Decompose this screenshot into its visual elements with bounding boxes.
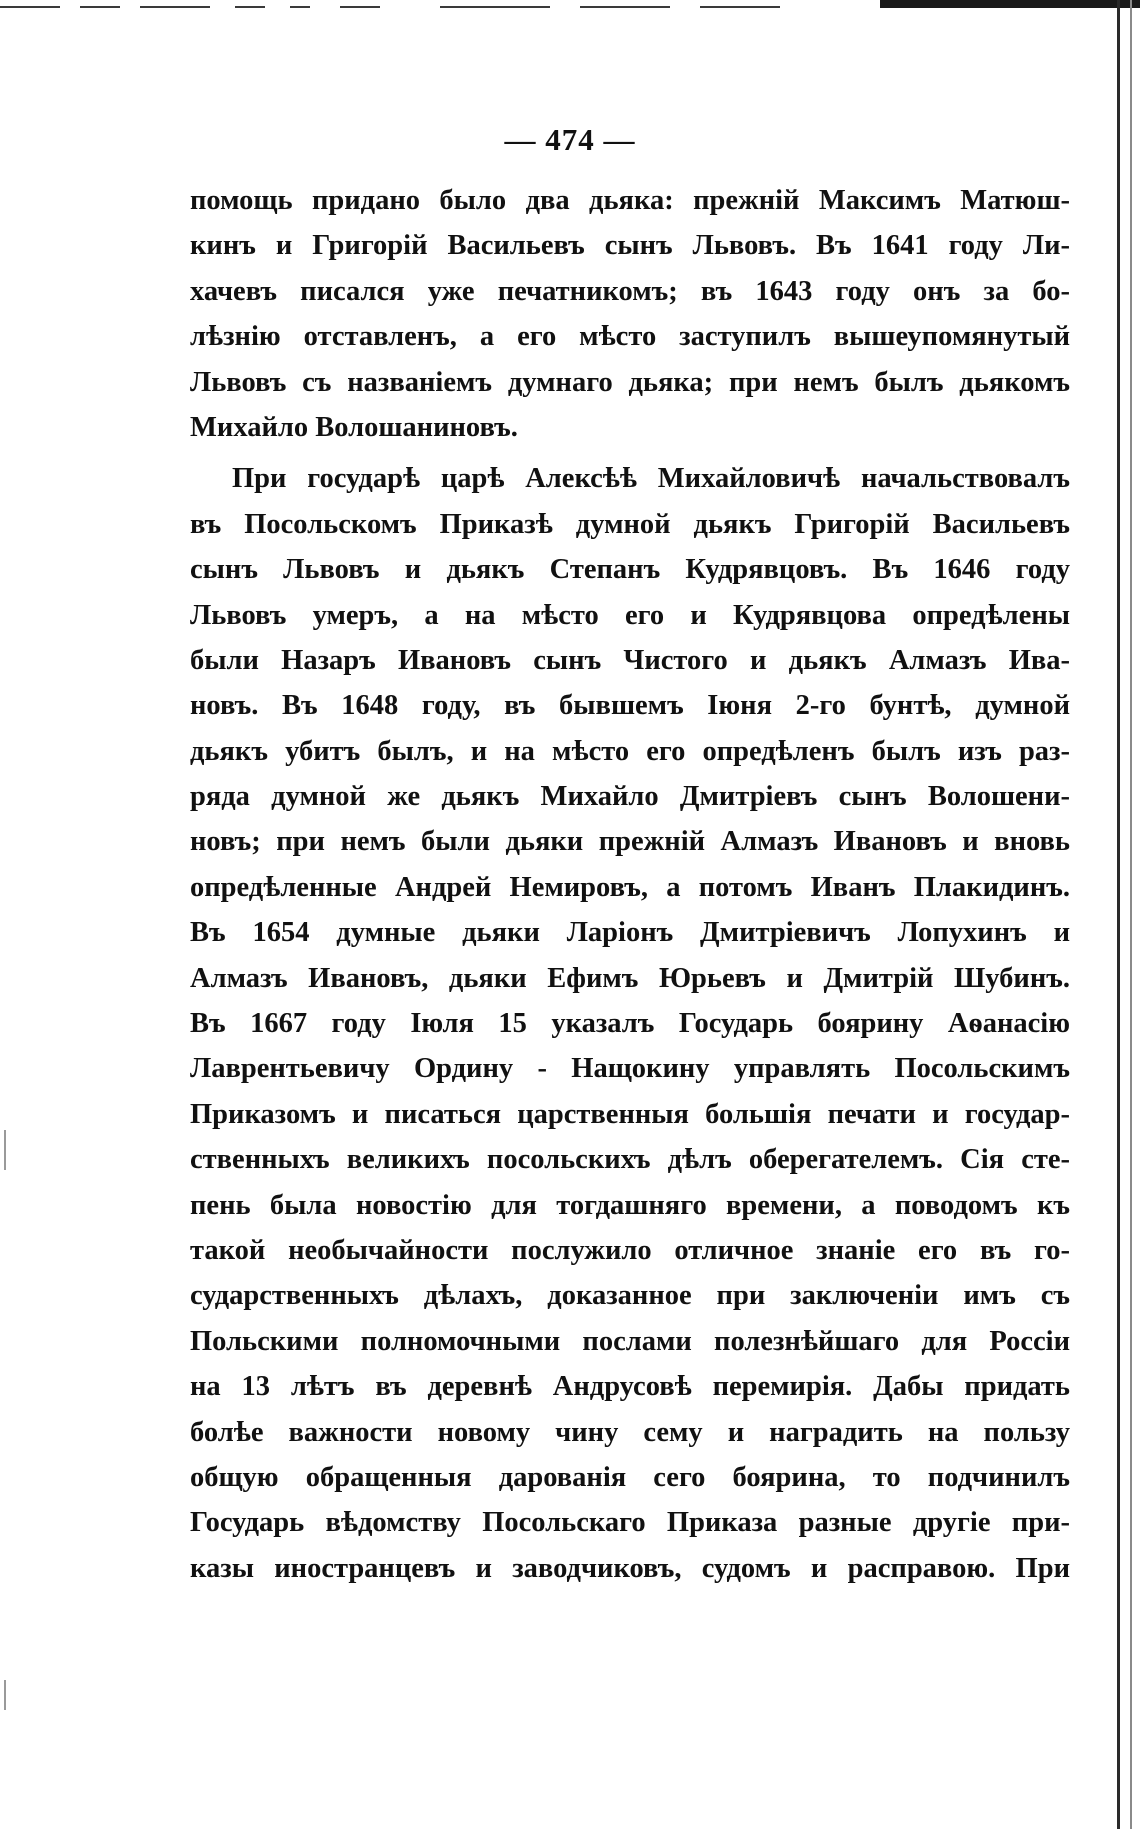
- text-line: пень была новостію для тогдашняго времени, а поводомъ къ: [190, 1189, 1070, 1221]
- page-number: — 474 —: [504, 122, 636, 157]
- text-line: хачевъ писался уже печатникомъ; въ 1643 году онъ за бо-: [190, 275, 1070, 307]
- text-line: болѣе важности новому чину сему и наградить на пользу: [190, 1416, 1070, 1448]
- text-line: опредѣленные Андрей Немировъ, а потомъ Иванъ Плакидинъ.: [190, 871, 1070, 903]
- text-line: такой необычайности послужило отличное знаніе его въ го-: [190, 1234, 1070, 1266]
- text-line: При государѣ царѣ Алексѣѣ Михайловичѣ начальствовалъ: [232, 463, 1070, 495]
- text-line: Въ 1654 думные дьяки Ларіонъ Дмитріевичъ Лопухинъ и: [190, 917, 1070, 949]
- text-line: дьякъ убитъ былъ, и на мѣсто его опредѣленъ былъ изъ раз-: [190, 735, 1070, 767]
- text-line: Государь вѣдомству Посольскаго Приказа разные другіе при-: [190, 1507, 1070, 1539]
- text-line: общую обращенныя дарованія сего боярина, то подчинилъ: [190, 1461, 1070, 1493]
- text-line: казы иностранцевъ и заводчиковъ, судомъ и расправою. При: [190, 1552, 1070, 1584]
- body-text: [190, 178, 1070, 1591]
- scan-right-edge: [1117, 0, 1120, 1829]
- text-line: Львовъ съ названіемъ думнаго дьяка; при немъ былъ дьякомъ: [190, 366, 1070, 398]
- scan-right-edge-outer: [1130, 0, 1132, 1829]
- text-line: Польскими полномочными послами полезнѣйшаго для Россіи: [190, 1325, 1070, 1357]
- text-line: сынъ Львовъ и дьякъ Степанъ Кудрявцовъ. Въ 1646 году: [190, 554, 1070, 586]
- text-line: на 13 лѣтъ въ деревнѣ Андрусовѣ перемирія. Дабы придать: [190, 1371, 1070, 1403]
- text-line: Михайло Волошаниновъ.: [190, 411, 518, 443]
- text-line: ственныхъ великихъ посольскихъ дѣлъ оберегателемъ. Сія сте-: [190, 1144, 1070, 1176]
- text-line: Въ 1667 году Іюля 15 указалъ Государь боярину Аѳанасію: [190, 1008, 1070, 1040]
- scan-left-mark: [4, 1680, 6, 1710]
- text-line: были Назаръ Ивановъ сынъ Чистого и дьякъ Алмазъ Ива-: [190, 644, 1070, 676]
- paragraph-1: [190, 178, 1070, 450]
- text-line: новъ; при немъ были дьяки прежній Алмазъ Ивановъ и вновь: [190, 826, 1070, 858]
- text-line: Приказомъ и писаться царственныя большія печати и государ-: [190, 1098, 1070, 1130]
- text-line: помощь придано было два дьяка: прежній Максимъ Матюш-: [190, 185, 1070, 216]
- text-line: въ Посольскомъ Приказѣ думной дьякъ Григорій Васильевъ: [190, 508, 1070, 540]
- text-line: лѣзнію отставленъ, а его мѣсто заступилъ вышеупомянутый: [190, 321, 1070, 353]
- text-line: кинъ и Григорій Васильевъ сынъ Львовъ. Въ 1641 году Ли-: [190, 230, 1070, 262]
- text-line: Лаврентьевичу Ордину - Нащокину управлять Посольскимъ: [190, 1053, 1070, 1085]
- text-line: новъ. Въ 1648 году, въ бывшемъ Іюня 2-го бунтѣ, думной: [190, 690, 1070, 722]
- text-line: сударственныхъ дѣлахъ, доказанное при заключеніи имъ съ: [190, 1280, 1070, 1312]
- scan-top-edge: [0, 0, 1140, 14]
- scan-left-mark: [4, 1130, 6, 1170]
- text-line: ряда думной же дьякъ Михайло Дмитріевъ сынъ Волошени-: [190, 781, 1070, 813]
- text-line: Алмазъ Ивановъ, дьяки Ефимъ Юрьевъ и Дмитрій Шубинъ.: [190, 962, 1070, 994]
- paragraph-2: [190, 456, 1070, 1591]
- text-line: Львовъ умеръ, а на мѣсто его и Кудрявцова опредѣлены: [190, 599, 1070, 631]
